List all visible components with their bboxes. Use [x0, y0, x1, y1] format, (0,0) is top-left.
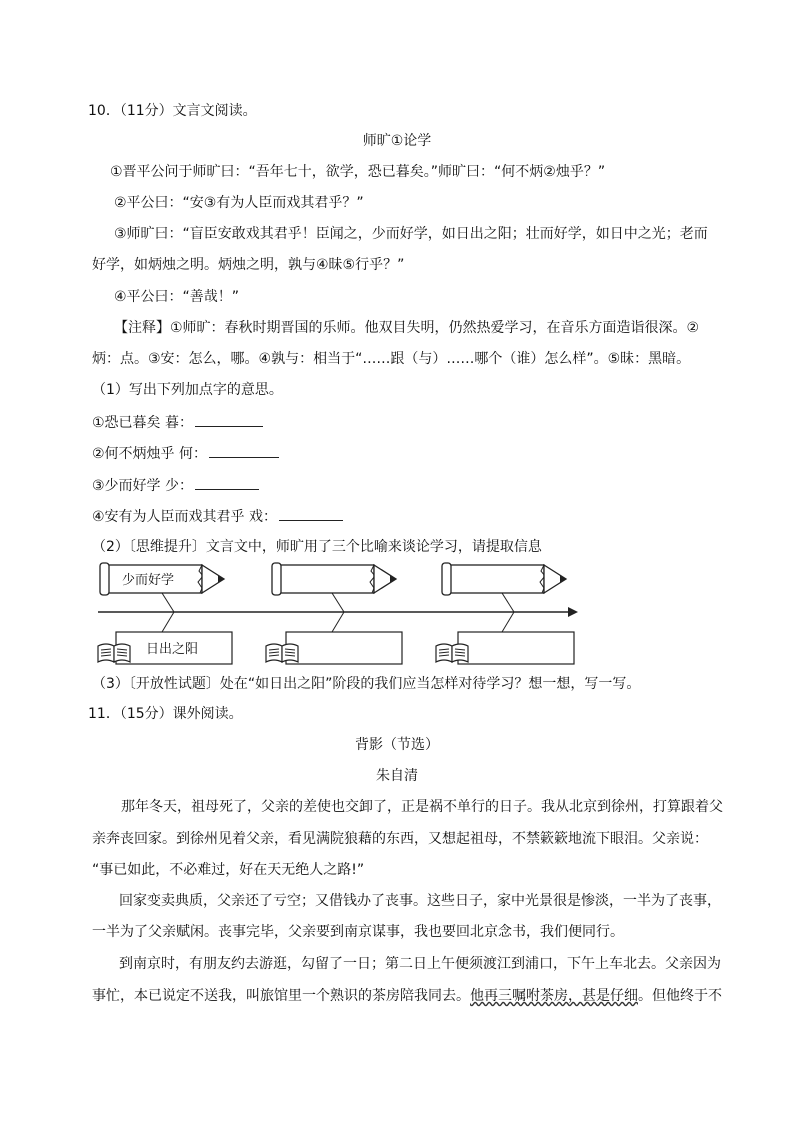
q10-item-2: [92, 443, 279, 464]
connector-book-2: [332, 612, 344, 632]
connector-pencil-2: [332, 593, 344, 612]
pencil-2: [272, 563, 396, 595]
q11-para-1-line-2: 亲奔丧回家。到徐州见着父亲，看见满院狼藉的东西，又想起祖母，不禁簌簌地流下眼泪。父亲说：: [92, 831, 708, 847]
pencil-3: [442, 563, 566, 595]
para-3-text-end: 。但他终于不: [638, 988, 722, 1004]
answer-box-3[interactable]: [458, 632, 574, 664]
q10-para-3-line-2: 好学，如炳烛之明。炳烛之明，孰与④昧⑤行乎？”: [92, 257, 405, 273]
q11-para-2-line-1: 回家变卖典质，父亲还了亏空；又借钱办了丧事。这些日子，家中光景很是惨淡，一半为了丧事，: [119, 893, 721, 909]
q10-sub-question-1: （1）写出下列加点字的意思。: [92, 382, 283, 398]
answer-box-2[interactable]: [286, 632, 402, 664]
q11-author: 朱自清: [376, 768, 418, 784]
q10-item-4: [92, 506, 343, 527]
open-book-icon: [266, 644, 298, 662]
q10-para-1: ①晋平公问于师旷曰：“吾年七十，欲学，恐已暮矣。”师旷曰：“何不炳②烛乎？”: [110, 164, 606, 180]
connector-book-3: [502, 612, 514, 632]
q11-para-1-line-1: 那年冬天，祖母死了，父亲的差使也交卸了，正是祸不单行的日子。我从北京到徐州，打算跟着父: [121, 799, 723, 815]
connector-pencil-1: [162, 593, 174, 612]
q11-para-1-line-3: “事已如此，不必难过，好在天无绝人之路!”: [92, 862, 365, 878]
q10-title: 师旷①论学: [362, 133, 432, 149]
answer-blank-1[interactable]: [195, 412, 263, 427]
answer-blank-3[interactable]: [195, 475, 259, 490]
pencil-1-label: 少而好学: [122, 573, 175, 588]
q10-para-2: ②平公曰：“安③有为人臣而戏其君乎？”: [114, 195, 364, 211]
answer-blank-4[interactable]: [279, 506, 343, 521]
item-2-label: ②何不炳烛乎 何：: [92, 446, 208, 462]
connector-pencil-3: [502, 593, 514, 612]
pencil-1: [100, 563, 224, 595]
q10-para-4: ④平公曰：“善哉！”: [114, 289, 240, 305]
q10-item-3: [92, 475, 259, 496]
item-1-label: ①恐已暮矣 暮：: [92, 415, 194, 431]
answer-blank-2[interactable]: [209, 443, 279, 458]
metaphor-diagram: [90, 558, 590, 670]
q10-note-line-2: 炳：点。③安：怎么，哪。④孰与：相当于“……跟（与）……哪个（谁）怎么样”。⑤昧：黑暗。: [92, 351, 691, 367]
q10-heading: 10．（11分）文言文阅读。: [88, 103, 257, 119]
q10-para-3-line-1: ③师旷曰：“盲臣安敢戏其君乎！臣闻之，少而好学，如日出之阳；壮而好学，如日中之光；老而: [114, 226, 708, 242]
answer-box-1-text: 日出之阳: [146, 642, 199, 657]
q10-sub-question-3: （3）〔开放性试题〕处在“如日出之阳”阶段的我们应当怎样对待学习？想一想，写一写。: [92, 676, 641, 692]
q11-para-2-line-2: 一半为了父亲赋闲。丧事完毕，父亲要到南京谋事，我也要回北京念书，我们便同行。: [92, 924, 624, 940]
q11-para-3-line-2: [92, 986, 722, 1006]
connector-book-1: [162, 612, 174, 632]
q11-para-3-line-1: 到南京时，有朋友约去游逛，勾留了一日；第二日上午便须渡江到浦口，下午上车北去。父亲因为: [119, 956, 721, 972]
q11-heading: 11．（15分）课外阅读。: [88, 706, 243, 722]
timeline-arrowhead: [568, 607, 578, 617]
item-3-label: ③少而好学 少：: [92, 478, 194, 494]
open-book-icon: [98, 644, 130, 662]
open-book-icon: [436, 644, 468, 662]
q11-title: 背影（节选）: [355, 737, 439, 753]
underlined-sentence: 他再三嘱咐茶房，甚是仔细: [470, 988, 638, 1004]
item-4-label: ④安有为人臣而戏其君乎 戏：: [92, 509, 278, 525]
para-3-text-start: 事忙，本已说定不送我，叫旅馆里一个熟识的茶房陪我同去。: [92, 988, 470, 1004]
q10-item-1: [92, 412, 263, 433]
q10-sub-question-2: （2）〔思维提升〕文言文中，师旷用了三个比喻来谈论学习，请提取信息: [92, 539, 542, 555]
q10-note-line-1: 【注释】①师旷：春秋时期晋国的乐师。他双目失明，仍然热爱学习，在音乐方面造诣很深。②: [114, 320, 700, 336]
